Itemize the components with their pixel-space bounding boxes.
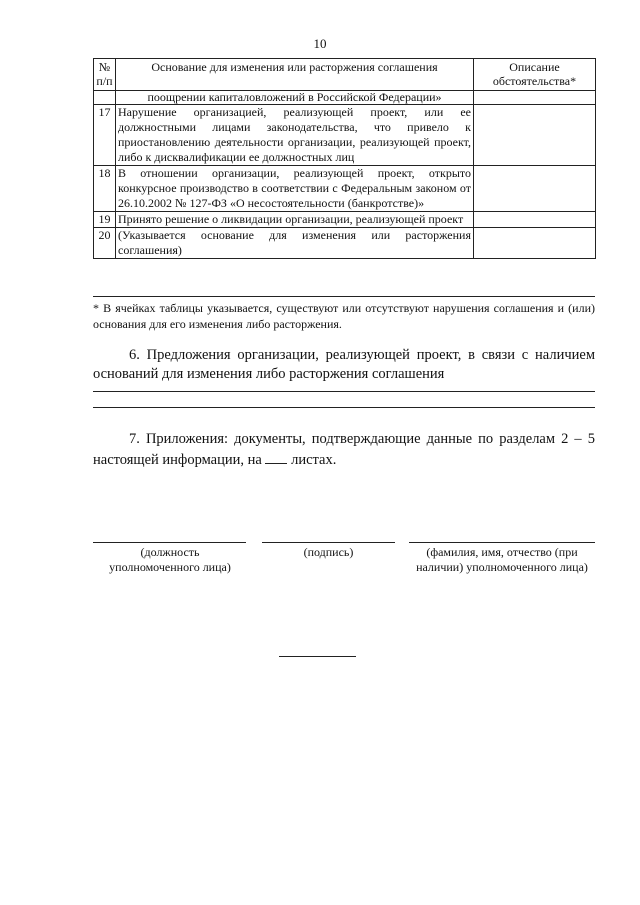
row-num: 18 — [94, 166, 116, 212]
row-description[interactable] — [474, 212, 596, 228]
fill-in-line-2[interactable] — [93, 407, 595, 408]
row-num-empty — [94, 91, 116, 105]
document-end-rule — [279, 656, 356, 657]
section-7-after: листах. — [291, 452, 337, 468]
row-description-empty — [474, 91, 596, 105]
row-description[interactable] — [474, 166, 596, 212]
fill-in-line-1[interactable] — [93, 391, 595, 392]
name-signature-line[interactable] — [409, 542, 595, 543]
section-7-text — [93, 430, 595, 470]
section-7-before: 7. Приложения: документы, подтверждающие данные по разделам 2 – 5 настоящей информации, на — [93, 431, 595, 468]
table-row — [94, 228, 596, 259]
page-number: 10 — [313, 36, 327, 51]
row-num: 19 — [94, 212, 116, 228]
header-num: № п/п — [94, 59, 116, 91]
header-basis: Основание для изменения или расторжения соглашения — [116, 59, 474, 91]
footnote: * В ячейках таблицы указывается, существуют или отсутствуют нарушения соглашения и (или) основания для его изменения либо расторжения. — [93, 301, 595, 331]
table-row — [94, 166, 596, 212]
table-row — [94, 212, 596, 228]
position-signature-line[interactable] — [93, 542, 246, 543]
section-6-text: 6. Предложения организации, реализующей проект, в связи с наличием оснований для изменения либо расторжения соглашения — [93, 347, 595, 382]
row-continued-text: поощрении капиталовложений в Российской Федерации» — [116, 91, 474, 105]
table-row-continued — [94, 91, 596, 105]
header-description: Описание обстоятельства* — [474, 59, 596, 91]
row-description[interactable] — [474, 105, 596, 166]
footnote-rule — [93, 296, 595, 297]
position-caption: (должность уполномоченного лица) — [109, 545, 231, 574]
sheets-count-blank[interactable] — [265, 449, 287, 464]
row-text: В отношении организации, реализующей проект, открыто конкурсное производство в соответствии с Федеральным законом от 26.10.2002 № 127-ФЗ «О несостоятельности (банкротстве)» — [116, 166, 474, 212]
signature-line[interactable] — [262, 542, 395, 543]
row-text: Принято решение о ликвидации организации, реализующей проект — [116, 212, 474, 228]
row-text: Нарушение организацией, реализующей проект, или ее должностными лицами законодательства, что привело к приостановлению деятельности организации, реализующей проект, либо к дисквалификации ее должностных лиц — [116, 105, 474, 166]
row-text: (Указывается основание для изменения или расторжения соглашения) — [116, 228, 474, 259]
row-description[interactable] — [474, 228, 596, 259]
name-caption: (фамилия, имя, отчество (при наличии) уполномоченного лица) — [416, 545, 588, 574]
row-num: 17 — [94, 105, 116, 166]
grounds-table — [93, 58, 596, 259]
signature-caption: (подпись) — [303, 545, 354, 559]
table-header-row — [94, 59, 596, 91]
table-row — [94, 105, 596, 166]
row-num: 20 — [94, 228, 116, 259]
